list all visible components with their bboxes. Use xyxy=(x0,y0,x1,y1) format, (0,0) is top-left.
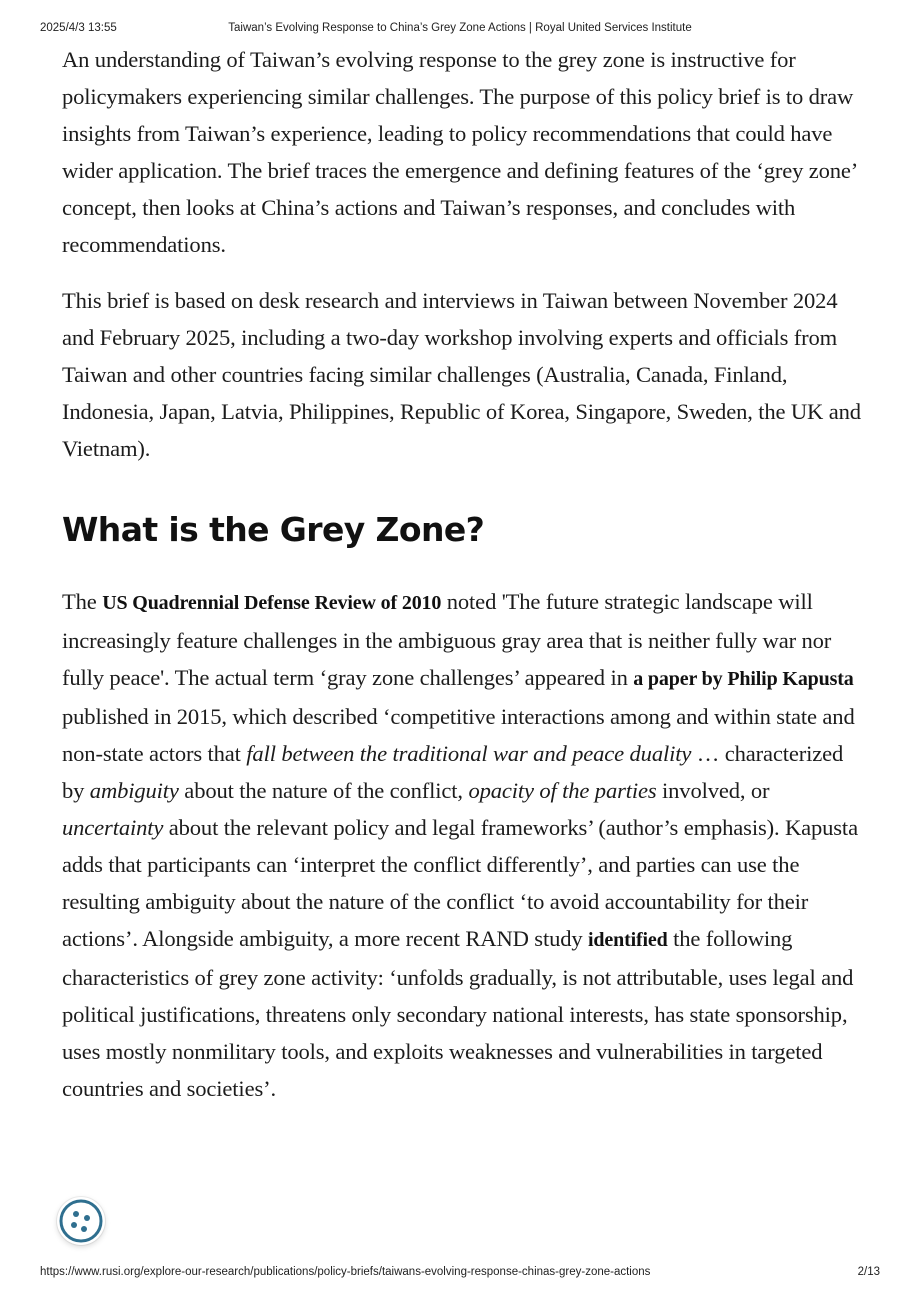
link-quadrennial-defense-review[interactable]: US Quadrennial Defense Review of 2010 xyxy=(102,592,442,614)
emphasis-ambiguity: ambiguity xyxy=(89,778,179,803)
print-footer xyxy=(40,1266,880,1282)
paragraph-intro: An understanding of Taiwan’s evolving response to the grey zone is instructive for policymakers experiencing similar challenges. The purpose of this policy brief is to draw insights from Taiwan’s experience, leading to policy recommendations that could have wider application. The brief traces the emergence and defining features of the ‘grey zone’ concept, then looks at China’s actions and Taiwan’s responses, and concludes with recommendations. xyxy=(62,47,857,257)
link-kapusta-paper[interactable]: a paper by Philip Kapusta xyxy=(633,668,854,690)
article-body xyxy=(62,41,862,1107)
print-url: https://www.rusi.org/explore-our-research/publications/policy-briefs/taiwans-evolving-response-chinas-grey-zone-actions xyxy=(40,1266,651,1278)
emphasis-duality: fall between the traditional war and peace duality xyxy=(246,741,692,766)
link-rand-study[interactable]: identified xyxy=(588,929,668,951)
text-run: noted 'The future strategic landscape will increasingly feature challenges in the ambiguous gray area that is neither fully war nor fully peace'. The actual term ‘gray zone challenges’ appeared in xyxy=(62,589,832,690)
cookie-icon xyxy=(57,1197,105,1245)
print-datetime: 2025/4/3 13:55 xyxy=(40,22,117,34)
page-number: 2/13 xyxy=(857,1266,880,1278)
paragraph-method: This brief is based on desk research and interviews in Taiwan between November 2024 and February 2025, including a two-day workshop involving experts and officials from Taiwan and other countries facing similar challenges (Australia, Canada, Finland, Indonesia, Japan, Latvia, Philippines, Republic of Korea, Singapore, Sweden, the UK and Vietnam). xyxy=(62,288,861,461)
emphasis-opacity: opacity of the parties xyxy=(468,778,657,803)
text-run: about the nature of the conflict, xyxy=(178,778,469,803)
print-page-title: Taiwan’s Evolving Response to China’s Grey Zone Actions | Royal United Services Institute xyxy=(228,22,692,34)
text-run: the following characteristics of grey zone activity: ‘unfolds gradually, is not attributable, uses legal and political justifications, threatens only secondary national interests, has state sponsorship, uses mostly nonmilitary tools, and exploits weaknesses and vulnerabilities in targeted countries and societies’. xyxy=(62,926,854,1101)
paragraph-grey-zone xyxy=(62,583,862,1107)
section-heading: What is the Grey Zone? xyxy=(62,510,485,549)
text-run: involved, or xyxy=(656,778,770,803)
text-run: The xyxy=(62,589,103,614)
text-run: … characterized by xyxy=(62,741,844,803)
text-run: published in 2015, which described ‘competitive interactions among and within state and non-state actors that xyxy=(62,704,855,766)
cookie-settings-button[interactable] xyxy=(57,1197,105,1245)
emphasis-uncertainty: uncertainty xyxy=(62,815,164,840)
text-run: about the relevant policy and legal frameworks’ (author’s emphasis). Kapusta adds that participants can ‘interpret the conflict differently’, and parties can use the resulting ambiguity about the nature of the conflict ‘to avoid accountability for their actions’. Alongside ambiguity, a more recent RAND study xyxy=(62,815,858,951)
print-header xyxy=(40,22,880,38)
